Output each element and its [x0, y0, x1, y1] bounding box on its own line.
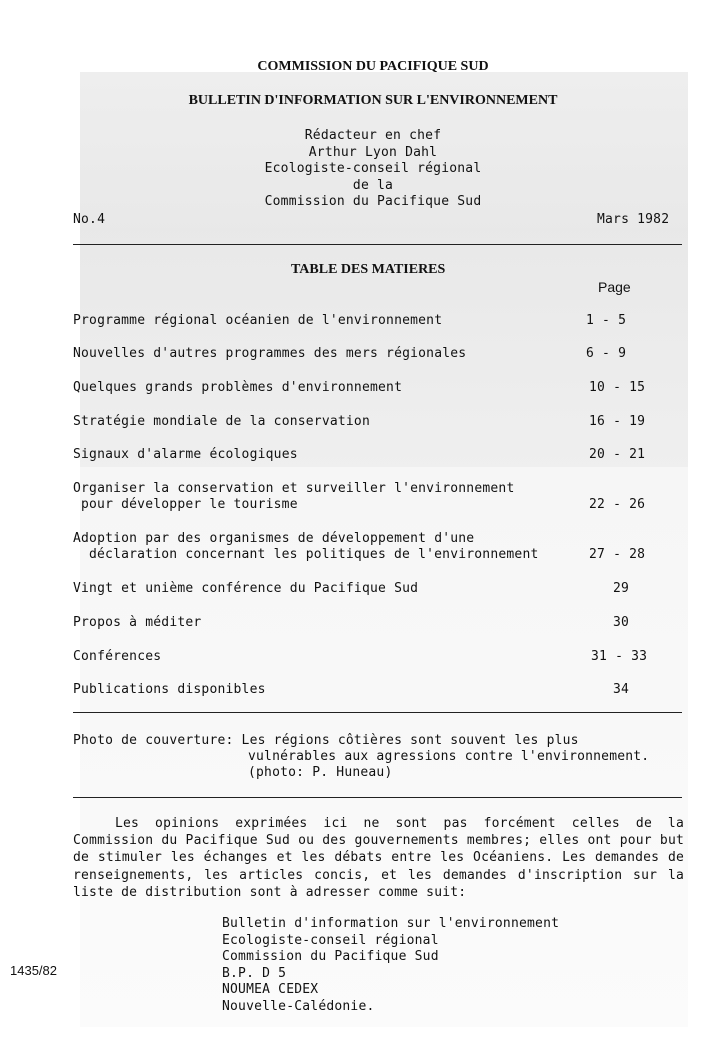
toc-entry-pages: 31 - 33: [591, 649, 648, 664]
address-line: B.P. D 5: [222, 965, 287, 981]
editor-line: Rédacteur en chef: [304, 128, 442, 143]
organization-title: COMMISSION DU PACIFIQUE SUD: [257, 59, 489, 74]
address-line: Nouvelle-Calédonie.: [222, 998, 375, 1014]
mailing-address: [222, 916, 559, 1015]
toc-entry-pages: 29: [613, 581, 630, 596]
divider: [73, 712, 682, 713]
cover-photo-credit: (photo: P. Huneau): [248, 765, 393, 780]
toc-entry-pages: 1 - 5: [586, 313, 627, 328]
toc-entry-pages: 27 - 28: [589, 547, 646, 562]
toc-entry: [73, 481, 683, 513]
editor-block: [0, 128, 726, 211]
toc-entry-pages: 6 - 9: [586, 346, 627, 361]
toc-entry-title: Propos à méditer: [73, 615, 202, 630]
toc-entry-pages: 30: [613, 615, 630, 630]
toc-entry-title: Vingt et unième conférence du Pacifique Sud: [73, 581, 419, 596]
toc-entry-title: Nouvelles d'autres programmes des mers régionales: [73, 346, 467, 361]
editor-line: Ecologiste-conseil régional: [264, 161, 482, 177]
toc-entry-title: Adoption par des organismes de développement d'une: [73, 531, 475, 546]
toc-entry: [73, 682, 683, 698]
address-line: Ecologiste-conseil régional: [222, 932, 439, 948]
divider: [73, 797, 682, 798]
margin-note: 1435/82: [10, 963, 57, 978]
toc-entry-title: Signaux d'alarme écologiques: [73, 447, 298, 462]
toc-entry-title: Stratégie mondiale de la conservation: [73, 414, 370, 429]
toc-entry: [73, 380, 683, 396]
toc-entry-title: Organiser la conservation et surveiller l'environnement: [73, 481, 515, 496]
toc-entry: [73, 531, 683, 563]
toc-entry: [73, 313, 683, 329]
editor-line: de la: [352, 177, 394, 193]
toc-entry: [73, 581, 683, 597]
toc-entry-pages: 20 - 21: [589, 447, 646, 462]
divider: [73, 244, 682, 245]
toc-entry-title: pour développer le tourisme: [81, 497, 298, 512]
toc-heading: TABLE DES MATIERES: [291, 262, 446, 277]
address-line: NOUMEA CEDEX: [222, 982, 319, 997]
toc-entry: [73, 447, 683, 463]
toc-entry-title: Programme régional océanien de l'environnement: [73, 313, 443, 328]
toc-page-label: Page: [598, 279, 631, 295]
cover-caption-line: Photo de couverture: Les régions côtières sont souvent les plus: [73, 733, 579, 748]
cover-caption-line: vulnérables aux agressions contre l'environnement.: [248, 749, 650, 764]
disclaimer-paragraph: Les opinions exprimées ici ne sont pas forcément celles de la Commission du Pacifique Sud ou des gouvernements membres; elles ont pour but de stimuler les échanges et les débats entre les Océaniens. Les demandes de renseignements, les articles concis, et les demandes d'inscription sur la liste de distribution sont à adresser comme suit:: [73, 816, 684, 900]
toc-entry-pages: 10 - 15: [589, 380, 646, 395]
toc-entry-title: Conférences: [73, 649, 162, 664]
issue-number: No.4: [73, 212, 106, 227]
issue-date: Mars 1982: [597, 212, 670, 227]
toc-entry-pages: 34: [613, 682, 630, 697]
address-line: Commission du Pacifique Sud: [222, 949, 439, 964]
toc-entry-title: Quelques grands problèmes d'environnement: [73, 380, 403, 395]
toc-entry: [73, 649, 683, 665]
address-line: Bulletin d'information sur l'environnement: [222, 916, 560, 931]
toc-entry: [73, 414, 683, 430]
editor-line: Commission du Pacifique Sud: [264, 194, 482, 210]
toc-entry-title: Publications disponibles: [73, 682, 266, 697]
toc-entry: [73, 346, 683, 362]
bulletin-title: BULLETIN D'INFORMATION SUR L'ENVIRONNEMENT: [188, 93, 558, 108]
editor-line: Arthur Lyon Dahl: [308, 144, 438, 160]
toc-entry-pages: 16 - 19: [589, 414, 646, 429]
toc-entry: [73, 615, 683, 631]
toc-entry-pages: 22 - 26: [589, 497, 646, 512]
toc-entry-title: déclaration concernant les politiques de l'environnement: [89, 547, 539, 562]
